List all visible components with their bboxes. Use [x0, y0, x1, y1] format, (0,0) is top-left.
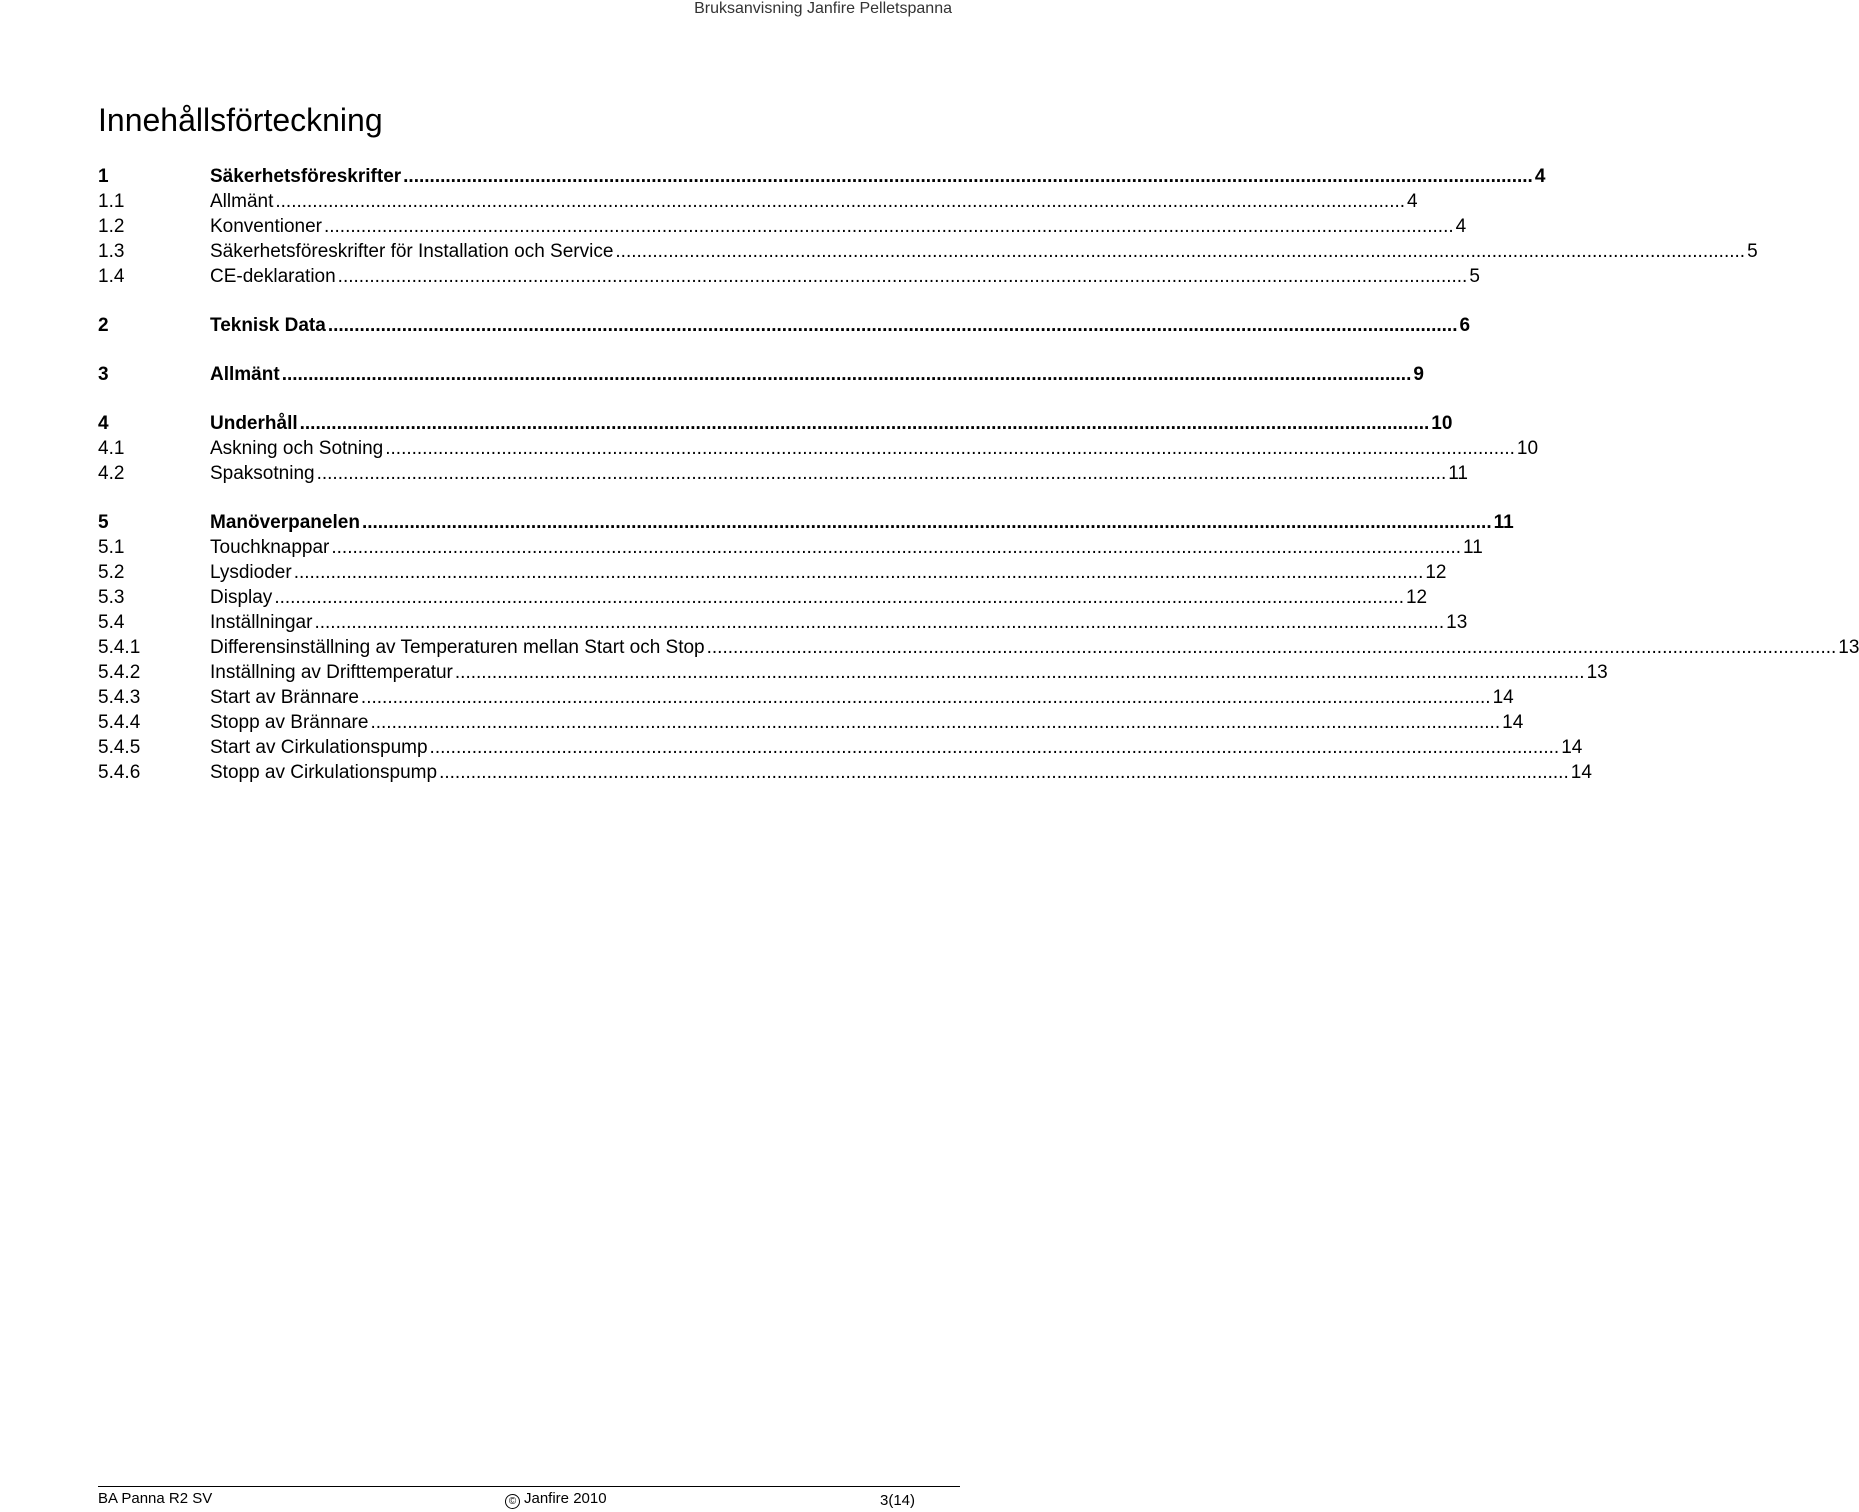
footer-copyright: [505, 1490, 607, 1509]
toc-entry-page: 4: [1455, 216, 1467, 237]
toc-entry[interactable]: [98, 214, 1467, 239]
copyright-icon: ©: [505, 1494, 520, 1509]
toc-entry-number: 5: [98, 512, 109, 533]
toc-entry-page: 4: [1534, 166, 1546, 187]
toc-entry[interactable]: [98, 560, 1447, 585]
toc-entry-title: Allmänt: [210, 364, 280, 385]
toc-entry-title: Allmänt: [210, 191, 274, 212]
toc-entry-number: 1.3: [98, 241, 125, 262]
toc-entry[interactable]: [98, 362, 1424, 387]
toc-entry[interactable]: [98, 264, 1480, 289]
toc-dot-leader: [707, 635, 1837, 660]
toc-entry-title: Lysdioder: [210, 562, 292, 583]
toc-dot-leader: [331, 535, 1461, 560]
toc-entry-title: Inställning av Drifttemperatur: [210, 662, 453, 683]
toc-entry[interactable]: [98, 760, 1592, 785]
toc-entry-number: 1.1: [98, 191, 125, 212]
toc-dot-leader: [300, 411, 1430, 436]
toc-entry-title: Manöverpanelen: [210, 512, 360, 533]
toc-dot-leader: [370, 710, 1500, 735]
toc-entry-title: Differensinställning av Temperaturen mellan Start och Stop: [210, 637, 705, 658]
toc-entry-page: 11: [1463, 537, 1483, 558]
toc-entry-page: 12: [1425, 562, 1447, 583]
toc-entry-title: Underhåll: [210, 413, 298, 434]
toc-dot-leader: [615, 239, 1745, 264]
toc-entry-title: Stopp av Cirkulationspump: [210, 762, 438, 783]
toc-entry-number: 5.2: [98, 562, 125, 583]
toc-entry-title: Inställningar: [210, 612, 313, 633]
toc-entry-number: 4.1: [98, 438, 125, 459]
toc-entry-number: 5.4.4: [98, 712, 141, 733]
toc-entry-page: 5: [1469, 266, 1480, 287]
toc-dot-leader: [362, 510, 1492, 535]
toc-entry[interactable]: [98, 735, 1583, 760]
toc-entry[interactable]: [98, 239, 1758, 264]
toc-entry-title: Säkerhetsföreskrifter för Installation och Service: [210, 241, 614, 262]
toc-entry[interactable]: [98, 461, 1468, 486]
toc-dot-leader: [455, 660, 1585, 685]
toc-dot-leader: [439, 760, 1569, 785]
page-title: Innehållsförteckning: [98, 102, 383, 138]
toc-entry-number: 5.1: [98, 537, 125, 558]
toc-entry-title: Stopp av Brännare: [210, 712, 369, 733]
toc-entry[interactable]: [98, 411, 1453, 436]
toc-entry[interactable]: [98, 585, 1428, 610]
footer-page-number: 3(14): [880, 1492, 916, 1509]
toc-entry-number: 5.4.1: [98, 637, 141, 658]
toc-dot-leader: [385, 436, 1515, 461]
toc-entry[interactable]: [98, 610, 1468, 635]
toc-entry-page: 4: [1407, 191, 1418, 212]
toc-entry-page: 13: [1446, 612, 1468, 633]
toc-entry[interactable]: [98, 685, 1514, 710]
toc-entry[interactable]: [98, 510, 1514, 535]
toc-dot-leader: [282, 362, 1412, 387]
toc-entry-title: Touchknappar: [210, 537, 330, 558]
toc-entry[interactable]: [98, 436, 1539, 461]
toc-entry-title: Teknisk Data: [210, 315, 326, 336]
toc-entry-page: 13: [1586, 662, 1608, 683]
toc-dot-leader: [361, 685, 1491, 710]
toc-entry-title: Säkerhetsföreskrifter: [210, 166, 402, 187]
toc-entry-title: CE-deklaration: [210, 266, 336, 287]
toc-entry-page: 14: [1561, 737, 1583, 758]
toc-dot-leader: [314, 610, 1444, 635]
toc-entry-page: 13: [1838, 637, 1859, 658]
toc-entry-number: 5.4.2: [98, 662, 141, 683]
toc-entry-number: 4.2: [98, 463, 125, 484]
toc-entry-number: 4: [98, 413, 109, 434]
toc-dot-leader: [324, 214, 1454, 239]
toc-dot-leader: [328, 313, 1458, 338]
toc-entry[interactable]: [98, 535, 1483, 560]
toc-entry[interactable]: [98, 189, 1418, 214]
toc-entry-number: 1.4: [98, 266, 125, 287]
toc-entry-title: Konventioner: [210, 216, 322, 237]
toc-entry-number: 3: [98, 364, 109, 385]
toc-entry-page: 5: [1747, 241, 1758, 262]
toc-entry-title: Display: [210, 587, 273, 608]
toc-entry-number: 1: [98, 166, 109, 187]
footer-copyright-text: Janfire 2010: [524, 1490, 607, 1507]
toc-entry[interactable]: [98, 313, 1471, 338]
toc-entry-number: 5.4: [98, 612, 125, 633]
toc-entry-number: 2: [98, 315, 109, 336]
toc-entry-title: Start av Brännare: [210, 687, 359, 708]
toc-entry[interactable]: [98, 164, 1546, 189]
toc-entry-number: 5.4.5: [98, 737, 141, 758]
table-of-contents: [98, 164, 1859, 785]
toc-entry-number: 5.4.3: [98, 687, 141, 708]
toc-dot-leader: [294, 560, 1424, 585]
toc-entry-page: 11: [1448, 463, 1468, 484]
toc-entry[interactable]: [98, 635, 1859, 660]
toc-entry[interactable]: [98, 710, 1524, 735]
toc-entry-number: 5.4.6: [98, 762, 141, 783]
toc-dot-leader: [274, 585, 1404, 610]
toc-dot-leader: [275, 189, 1405, 214]
toc-dot-leader: [317, 461, 1447, 486]
toc-entry-number: 5.3: [98, 587, 125, 608]
toc-entry-page: 10: [1516, 438, 1539, 459]
footer-document-id: BA Panna R2 SV: [98, 1490, 213, 1507]
toc-dot-leader: [338, 264, 1468, 289]
toc-entry-page: 14: [1492, 687, 1514, 708]
footer-divider: [98, 1486, 960, 1487]
toc-entry-page: 14: [1502, 712, 1524, 733]
toc-dot-leader: [403, 164, 1533, 189]
toc-entry-title: Spaksotning: [210, 463, 315, 484]
running-header: Bruksanvisning Janfire Pelletspanna: [694, 0, 952, 17]
toc-entry-page: 12: [1405, 587, 1428, 608]
toc-entry-page: 9: [1413, 364, 1424, 385]
toc-entry-page: 6: [1459, 315, 1471, 336]
toc-entry[interactable]: [98, 660, 1608, 685]
toc-entry-title: Askning och Sotning: [210, 438, 384, 459]
toc-entry-page: 10: [1431, 413, 1453, 434]
toc-entry-page: 11: [1493, 512, 1514, 533]
toc-entry-page: 14: [1570, 762, 1592, 783]
toc-dot-leader: [430, 735, 1560, 760]
toc-entry-number: 1.2: [98, 216, 125, 237]
toc-entry-title: Start av Cirkulationspump: [210, 737, 428, 758]
